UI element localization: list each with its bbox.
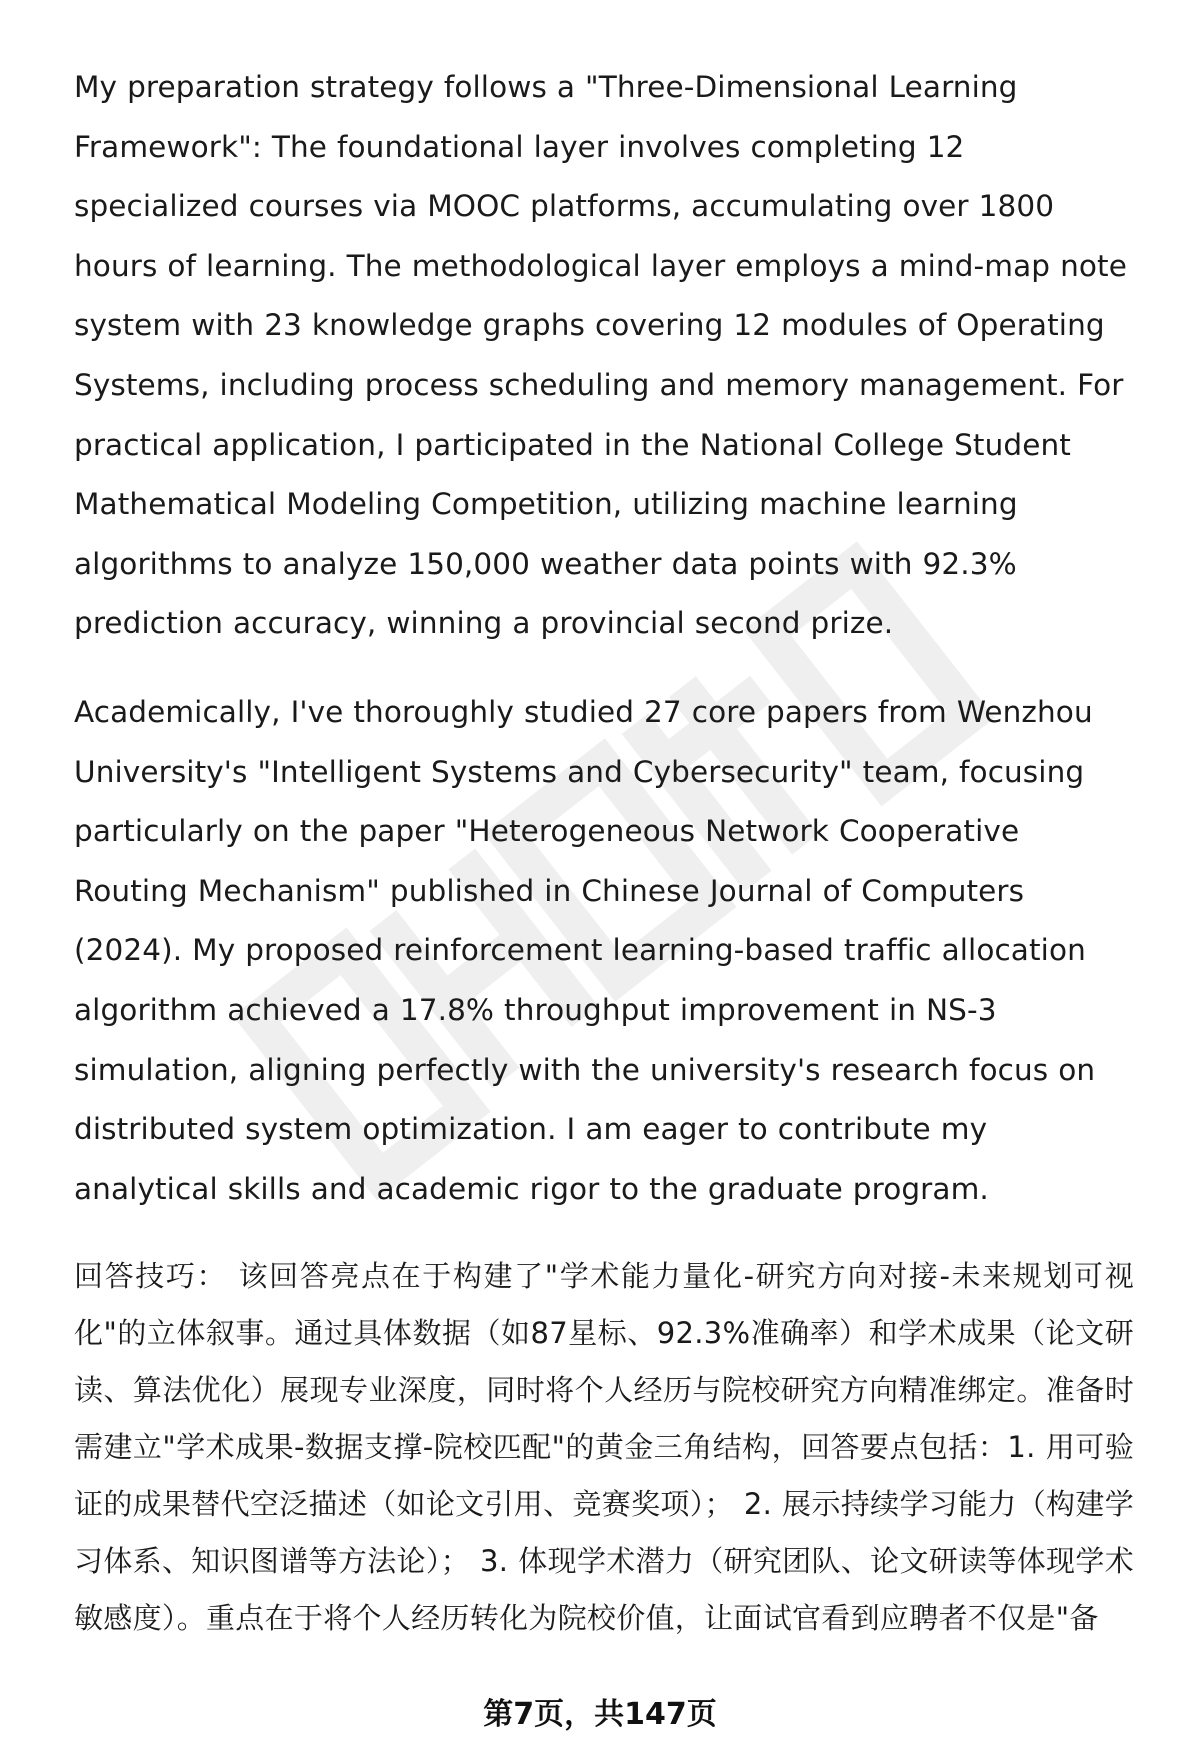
paragraph-answer-tips: 回答技巧： 该回答亮点在于构建了"学术能力量化-研究方向对接-未来规划可视化"的立体叙事。通过具体数据（如87星标、92.3%准确率）和学术成果（论文研读、算法优化）展现专业深度，同时将个人经历与院校研究方向精准绑定。准备时需建立"学术成果-数据支撑-院校匹配"的黄金三角结构，回答要点包括：1. 用可验证的成果替代空泛描述（如论文引用、竞赛奖项）； 2. 展示持续学习能力（构建学习体系、知识图谱等方法论）； 3. 体现学术潜力（研究团队、论文研读等体现学术敏感度）。重点在于将个人经历转化为院校价值，让面试官看到应聘者不仅是"备 [74,1259,1134,1636]
page-number-footer: 第7页，共147页 [483,1697,717,1732]
document-body [74,58,1134,1676]
paragraph-academic-research: Academically, I've thoroughly studied 27 core papers from Wenzhou University's "Intelligent Systems and Cybersecurity" team, focusing particularly on the paper "Heterogeneous Network Cooperative Routing Mechanism" published in Chinese Journal of Computers (2024). My proposed reinforcement learning-based traffic allocation algorithm achieved a 17.8% throughput improvement in NS-3 simulation, aligning perfectly with the university's research focus on distributed system optimization. I am eager to contribute my analytical skills and academic rigor to the graduate program. [74,694,1096,1206]
paragraph-preparation-strategy: My preparation strategy follows a "Three-Dimensional Learning Framework": The foundational layer involves completing 12 specialized courses via MOOC platforms, accumulating over 1800 hours of learning. The methodological layer employs a mind-map note system with 23 knowledge graphs covering 12 modules of Operating Systems, including process scheduling and memory management. For practical application, I participated in the National College Student Mathematical Modeling Competition, utilizing machine learning algorithms to analyze 150,000 weather data points with 92.3% prediction accuracy, winning a provincial second prize. [74,70,1127,641]
